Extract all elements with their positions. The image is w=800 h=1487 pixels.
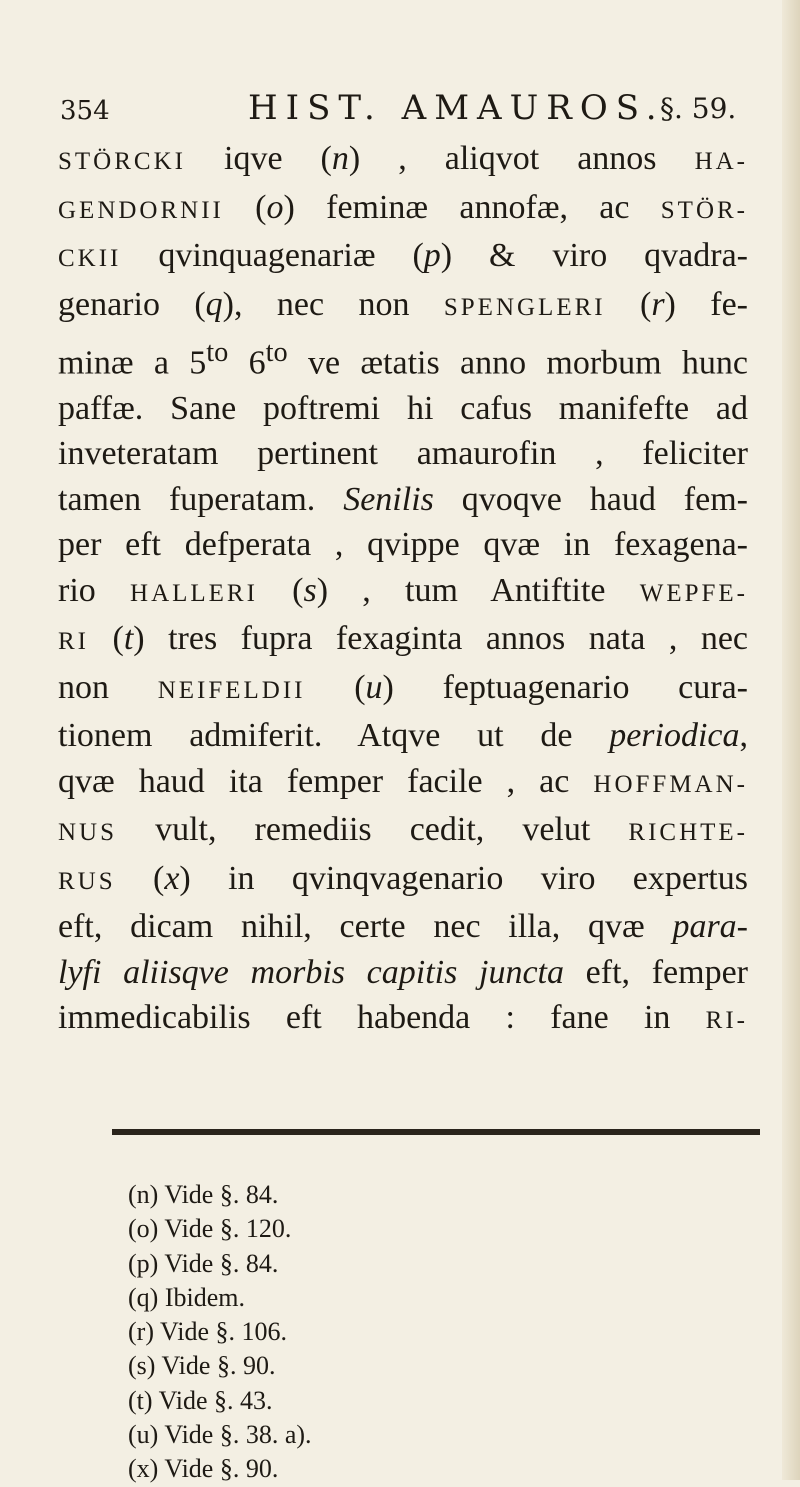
footnote: (p) Vide §. 84. [128, 1248, 279, 1278]
running-title: HIST. AMAUROS. [248, 88, 665, 128]
text-line: eft, dicam nihil, certe nec illa, qvæ para- [58, 908, 748, 946]
text-line: STÖRCKI iqve (n) , aliqvot annos HA- [58, 140, 749, 177]
footnote: (s) Vide §. 90. [128, 1351, 276, 1381]
footnotes [128, 1178, 312, 1487]
text-line: RUS (x) in qvinqvagenario viro expertus [58, 859, 748, 897]
text-line: GENDORNII (o) feminæ annofæ, ac STÖR- [58, 188, 748, 226]
footnote: (n) Vide §. 84. [128, 1180, 279, 1209]
text-line: lyfi aliisqve morbis capitis juncta eft, femper [58, 953, 748, 991]
text-line: inveteratam pertinent amaurofin , feliciter [58, 435, 748, 473]
text-line: tamen fuperatam. Senilis qvoqve haud fem- [58, 480, 748, 518]
page-edge [782, 0, 800, 1480]
footnote: (r) Vide §. 106. [128, 1317, 287, 1347]
text-line: qvæ haud ita femper facile , ac HOFFMAN- [58, 762, 748, 800]
text-line: rio HALLERI (s) , tum Antiftite WEPFE- [58, 571, 748, 609]
footnote: (o) Vide §. 120. [128, 1214, 292, 1244]
footnote-rule [112, 1129, 760, 1135]
text-line: RI (t) tres fupra fexaginta annos nata , nec [58, 620, 748, 658]
text-line: non NEIFELDII (u) feptuagenario cura- [58, 668, 748, 706]
section-reference: §. 59. [660, 92, 737, 125]
text-line: paffæ. Sane poftremi hi cafus manifefte ad [58, 389, 748, 427]
text-line: NUS vult, remediis cedit, velut RICHTE- [58, 811, 748, 849]
footnote: (x) Vide §. 90. [128, 1454, 279, 1484]
text-line: genario (q), nec non SPENGLERI (r) fe- [58, 285, 748, 323]
text-line: CKII qvinquagenariæ (p) & viro qvadra- [58, 237, 748, 274]
body-text [58, 136, 748, 1044]
text-line: minæ a $5^{to}$ $6^{to}$ ve ætatis anno morbum hunc [58, 337, 749, 382]
footnote: (t) Vide §. 43. [128, 1385, 273, 1415]
page-number: 354 [60, 96, 110, 126]
page-header [60, 86, 740, 126]
text-line: immedicabilis eft habenda : fane in RI- [58, 999, 748, 1037]
footnote: (u) Vide §. 38. a). [128, 1420, 312, 1450]
text-line: per eft defperata , qvippe qvæ in fexagena- [58, 526, 748, 564]
footnote: (q) Ibidem. [128, 1282, 245, 1312]
text-line: tionem admiferit. Atqve ut de periodica, [58, 717, 748, 755]
